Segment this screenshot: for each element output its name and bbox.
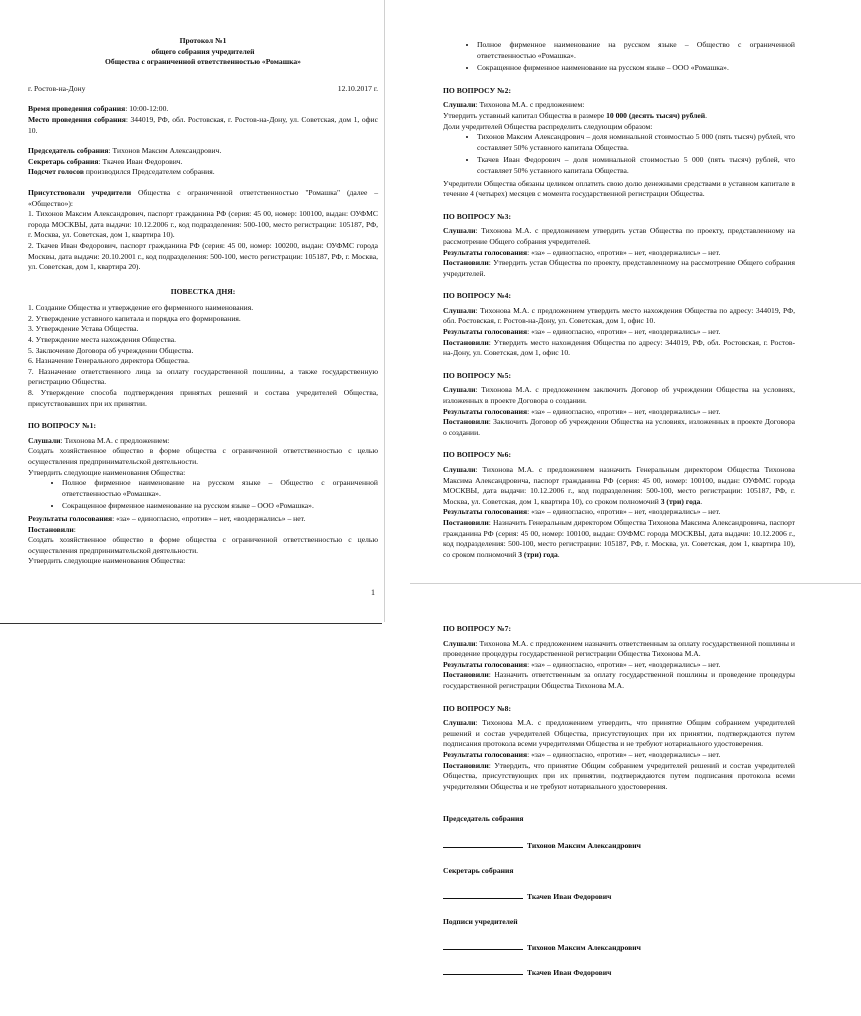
q1-title: ПО ВОПРОСУ №1: [28,421,96,431]
meeting-time: Время проведения собрания: 10:00-12:00. [28,104,169,114]
title-line-3: Общества с ограниченной ответственностью «Ромашка» [105,57,301,67]
signatures [443,814,795,978]
q8-listened: Слушали: Тихонова М.А. с предложением утвердить, что принятие Общим собранием учредителей решений и состав учредителей Общества, присутствующих при их принятии, подтверждаются путем подписания протокола всеми учредителями Общества и не требуют нотариального удостоверения. [443,718,795,749]
list-item: • Тихонов Максим Александрович – доля номинальной стоимостью 5 000 (пять тысяч) рублей, что составляет 50% уставного капитала Общества. [477,132,795,153]
q4-listened: Слушали: Тихонова М.А. с предложением утвердить место нахождения Общества по адресу: 344019, РФ, обл. Ростовская, г. Ростов-на-Дону, ул. Советская, дом 1, офис 10. [443,305,795,326]
q2-payment: Учредители Общества обязаны целиком оплатить свою долю денежными средствами в уставном капитале в течение 4 (четырех) месяцев с момента государственной регистрации Общества. [443,178,795,199]
sig-secretary-title: Секретарь собрания [443,865,514,875]
q7-title: ПО ВОПРОСУ №7: [443,624,511,633]
founder-2: 2. Ткачев Иван Федорович, паспорт гражданина РФ (серия: 45 00, номер: 100200, выдан: ОУФМС города Москвы, дата выдачи: 20.10.2001 г., код подразделения: 500-100, место регистрации: 105187, РФ, г. Москва, ул. Советская, дом 1, квартира 20). [28,240,378,272]
meeting-place: Место проведения собрания: 344019, РФ, обл. Ростовская, г. Ростов-на-Дону, ул. Советская, дом 1, офис 10. [28,114,378,135]
q1-text-2: Утвердить следующие наименования Общества: [28,467,186,477]
list-item: • Полное фирменное наименование на русском языке – Общество с ограниченной ответственностью «Ромашка». [62,478,378,499]
q3-results: Результаты голосования: «за» – единогласно, «против» – нет, «воздержались» – нет. [443,247,721,257]
agenda-item: 8. Утверждение способа подтверждения принятых решений и состава учредителей Общества, присутствовавших при их принятии. [28,388,378,408]
agenda-item: 7. Назначение ответственного лица за оплату государственной пошлины, а также государственную регистрацию Общества. [28,366,378,387]
secretary: Секретарь собрания: Ткачев Иван Федорович. [28,156,183,166]
sig-secretary-line: Ткачев Иван Федорович [443,892,795,903]
agenda-list [28,303,378,409]
title-line-1: Протокол №1 [179,36,227,45]
q2-listened: Слушали: Тихонова М.А. с предложением: [443,100,585,110]
page-divider-vertical [384,0,385,622]
q3-title: ПО ВОПРОСУ №3: [443,211,511,221]
sig-founders-title: Подписи учредителей [443,916,518,926]
q8-decided: Постановили: Утвердить, что принятие Общим собранием учредителей решений и состав учредителей Общества, присутствующих при их принятии, подтверждаются путем подписания протокола всеми учредителями Общества и не требуют нотариального удостоверения. [443,760,795,791]
agenda-title: ПОВЕСТКА ДНЯ: [170,286,236,296]
agenda-item: 4. Утверждение места нахождения Общества. [28,335,177,345]
q6-results: Результаты голосования: «за» – единогласно, «против» – нет, «воздержались» – нет. [443,507,721,517]
q5-decided: Постановили: Заключить Договор об учреждении Общества на условиях, изложенных в проекте Договора о создании. [443,417,795,437]
q5-listened: Слушали: Тихонова М.А. с предложением заключить Договор об учреждении Общества на условиях, изложенных в проекте Договора о создании. [443,385,795,406]
founder-1: 1. Тихонов Максим Александрович, паспорт гражданина РФ (серия: 45 00, номер: 100100, выдан: ОУФМС города МОСКВЫ, дата выдачи: 10.12.2006 г., код подразделения: 500-100, место регистрации: 105187, РФ, г. Москва, ул. Советская, дом 1, квартира 10). [28,209,378,240]
q1-results: Результаты голосования: «за» – единогласно, «против» – нет, «воздержались» – нет. [28,513,306,523]
city: г. Ростов-на-Дону [28,83,86,93]
q8-results: Результаты голосования: «за» – единогласно, «против» – нет, «воздержались» – нет. [443,749,721,759]
agenda-item: 2. Утверждение уставного капитала и порядка его формирования. [28,313,241,323]
q1-decided-text: Создать хозяйственное общество в форме общества с ограниченной ответственностью с целью осуществления предпринимательской деятельности. [28,535,378,555]
document-title [28,36,378,68]
document-page-2 [443,40,795,560]
agenda-item: 1. Создание Общества и утверждение его фирменного наименования. [28,303,254,313]
sig-chair-title: Председатель собрания [443,814,524,824]
q3-decided: Постановили: Утвердить устав Общества по проекту, представленному на рассмотрение Общего собрания учредителей. [443,258,795,278]
vote-counting: Подсчет голосов производился Председателем собрания. [28,167,215,177]
page-number: 1 [371,588,375,597]
agenda-item: 5. Заключение Договора об учреждении Общества. [28,345,194,355]
q2-shares-list [443,132,795,176]
q8-title: ПО ВОПРОСУ №8: [443,703,511,713]
date: 12.10.2017 г. [337,83,378,93]
list-item: • Полное фирменное наименование на русском языке – Общество с ограниченной ответственностью «Ромашка». [477,40,795,61]
list-item: • Ткачев Иван Федорович – доля номинальной стоимостью 5 000 (пять тысяч) рублей, что составляет 50% уставного капитала Общества. [477,155,795,176]
agenda-item: 3. Утверждение Устава Общества. [28,324,139,334]
sig-founder-1-line: Тихонов Максим Александрович [443,943,795,954]
sig-founder-2-line: Ткачев Иван Федорович [443,968,795,979]
q1-decided: Постановили: [28,524,76,534]
agenda-item: 6. Назначение Генерального директора Общества. [28,356,190,366]
title-line-2: общего собрания учредителей [151,46,255,56]
city-date-row [28,84,378,95]
q4-results: Результаты голосования: «за» – единогласно, «против» – нет, «воздержались» – нет. [443,327,721,337]
q5-results: Результаты голосования: «за» – единогласно, «против» – нет, «воздержались» – нет. [443,406,721,416]
q7-results: Результаты голосования: «за» – единогласно, «против» – нет, «воздержались» – нет. [443,659,721,669]
q1-text: Создать хозяйственное общество в форме общества с ограниченной ответственностью с целью осуществления предпринимательской деятельности. [28,446,378,466]
sig-chair-line: Тихонов Максим Александрович [443,841,795,852]
q1-bullets [28,478,378,512]
list-item: • Сокращенное фирменное наименование на русском языке – ООО «Ромашка». [62,501,378,512]
q2-capital: Утвердить уставный капитал Общества в размере 10 000 (десять тысяч) рублей. [443,110,708,120]
q1-listened: Слушали: Тихонова М.А. с предложением: [28,435,170,445]
q2-shares-intro: Доли учредителей Общества распределить следующим образом: [443,121,653,131]
chairman: Председатель собрания: Тихонов Максим Александрович. [28,146,222,156]
q7-listened: Слушали: Тихонова М.А. с предложением назначить ответственным за оплату государственной пошлины и проведение процедуры государственной регистрации Общества Тихонова М.А. [443,638,795,659]
list-item: • Сокращенное фирменное наименование на русском языке – ООО «Ромашка». [477,63,795,74]
q6-listened: Слушали: Тихонова М.А. с предложением назначить Генеральным директором Общества Тихонова Максима Александровича, паспорт гражданина РФ (серия: 45 00, номер: 100100, выдан: ОУФМС города МОСКВЫ, дата выдачи: 10.12.2006 г., код подразделения: 500-100, место регистрации: 105187, РФ, г. Москва, ул. Советская, дом 1, квартира 10), со сроком полномочий 3 (три) года. [443,465,795,506]
q4-title: ПО ВОПРОСУ №4: [443,291,511,301]
q5-title: ПО ВОПРОСУ №5: [443,370,511,380]
present-founders: Присутствовали учредители Общества с ограниченной ответственностью "Ромашка" (далее – «Общество»): [28,187,378,208]
q6-decided: Постановили: Назначить Генеральным директором Общества Тихонова Максима Александровича, паспорт гражданина РФ (серия: 45 00, номер: 100100, выдан: ОУФМС города МОСКВЫ, дата выдачи: 10.12.2006 г., код подразделения: 500-100, место регистрации: 105187, РФ, г. Москва, ул. Советская, дом 1, квартира 10), со сроком полномочий 3 (три) года. [443,517,795,559]
q4-decided: Постановили: Утвердить место нахождения Общества по адресу: 344019, РФ, обл. Ростовская, г. Ростов-на-Дону, ул. Советская, дом 1, офис 10. [443,337,795,358]
q6-title: ПО ВОПРОСУ №6: [443,450,511,460]
document-page-1 [28,36,378,567]
q1-decided-text-2: Утвердить следующие наименования Общества: [28,556,186,566]
names-bullets [443,40,795,74]
q2-title: ПО ВОПРОСУ №2: [443,85,511,95]
q7-decided: Постановили: Назначить ответственным за оплату государственной пошлины и проведение процедуры государственной регистрации Общества Тихонова М.А. [443,670,795,690]
page-divider-left [0,623,382,624]
q3-listened: Слушали: Тихонова М.А. с предложением утвердить устав Общества по проекту, представленному на рассмотрение Общего собрания учредителей. [443,226,795,246]
document-page-3 [443,624,795,992]
page-divider-right [410,583,861,584]
